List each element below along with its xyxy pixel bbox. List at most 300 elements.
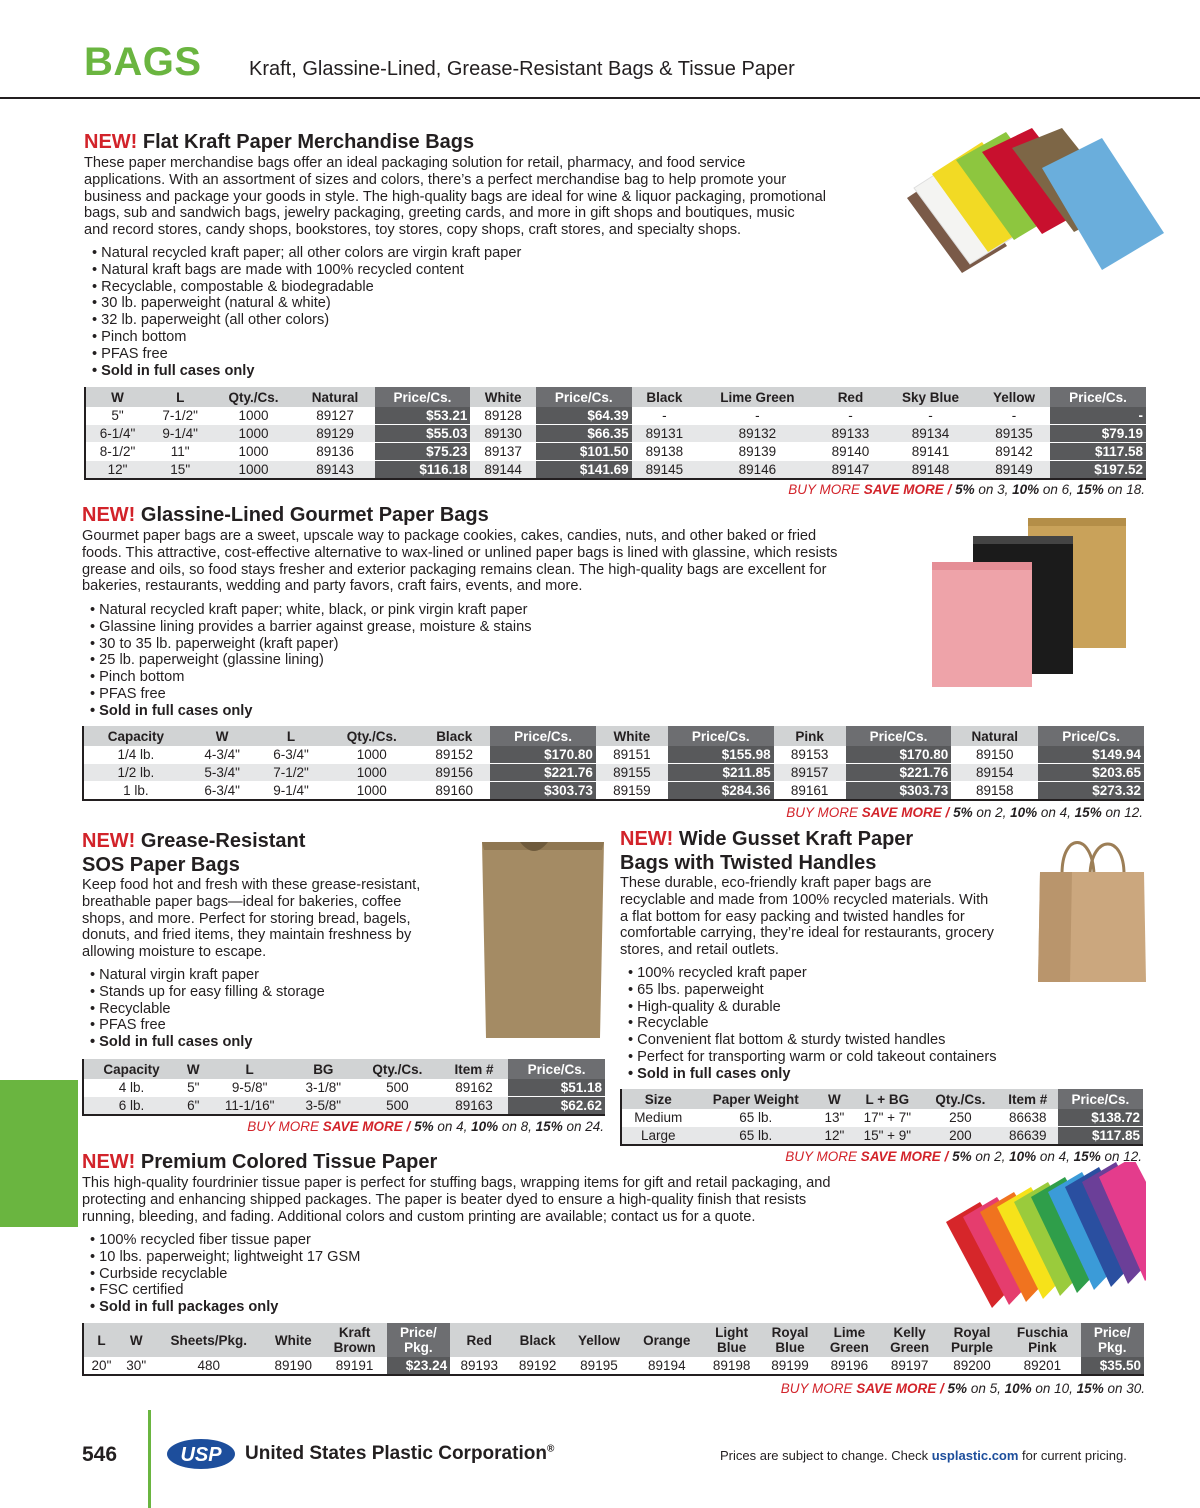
description-line: Gourmet paper bags are a sweet, upscale way to package cookies, cakes, candies, nuts, and other baked or fried (82, 528, 817, 544)
feature-item: • PFAS free (90, 1017, 325, 1034)
section-title-wide-gusset (620, 827, 913, 875)
table-cell: $197.52 (1050, 461, 1146, 480)
feature-item: • FSC certified (90, 1282, 360, 1299)
table-cell: 89149 (978, 461, 1050, 480)
discount-text-part: on 4, (433, 1119, 472, 1134)
discount-text-part: SAVE MORE / (322, 1119, 415, 1134)
description-line: stores, and retail outlets. (620, 942, 779, 959)
table-cell: 17" + 7" (852, 1109, 923, 1127)
discount-text-part: BUY MORE (788, 482, 864, 497)
feature-item-bold: • Sold in full cases only (90, 703, 532, 720)
table-cell: - (697, 407, 818, 425)
description-line: allowing moisture to escape. (82, 944, 267, 961)
table-cell: 15" (149, 461, 211, 480)
column-header-line: Yellow (577, 1332, 620, 1348)
feature-item: • Recyclable (628, 1015, 997, 1032)
table-cell: 89137 (470, 443, 535, 461)
column-header (819, 1323, 879, 1357)
discount-text-part: on 10, (1031, 1381, 1077, 1396)
table-cell: 89147 (818, 461, 883, 480)
section-title-sos (82, 829, 305, 877)
table-cell: 9-1/4" (149, 425, 211, 443)
discount-text-part: BUY MORE (780, 1381, 857, 1396)
description-line: shops, and more. Perfect for storing bread, bagels, (82, 910, 411, 927)
column-header-line: Pkg. (404, 1340, 433, 1355)
discount-text-part: BUY MORE (786, 805, 862, 820)
column-header: L + BG (852, 1089, 923, 1109)
table-cell: 89196 (819, 1357, 879, 1375)
column-header: Size (621, 1089, 694, 1109)
discount-text-part: 10% (1009, 1149, 1037, 1164)
category-subtitle: Kraft, Glassine-Lined, Grease-Resistant Bags & Tissue Paper (249, 58, 795, 80)
discount-text-part: 10% (1012, 482, 1040, 497)
table-cell: 89157 (774, 764, 846, 782)
table-cell: 89130 (470, 425, 535, 443)
column-header: Qty./Cs. (355, 1059, 440, 1079)
table-cell: 200 (923, 1127, 998, 1146)
section-title-glassine (82, 503, 489, 527)
table-cell: $138.72 (1058, 1109, 1143, 1127)
table-cell: 89200 (940, 1357, 1004, 1375)
table-cell: $221.76 (490, 764, 596, 782)
description-line: and record stores, candy shops, bookstores, toy stores, copy shops, craft stores, and specialty shops. (84, 222, 742, 239)
column-header (154, 1323, 265, 1357)
column-header-line: W (129, 1332, 143, 1348)
table-cell: 9-5/8" (207, 1079, 291, 1097)
column-header (322, 1323, 386, 1357)
table-cell: 89161 (774, 782, 846, 801)
volume-discount-note (600, 805, 1143, 820)
table-cell: $62.62 (508, 1097, 605, 1116)
table-cell: 89129 (296, 425, 375, 443)
table-cell: 1000 (325, 764, 418, 782)
volume-discount-note (600, 482, 1145, 497)
category-title: BAGS (84, 40, 202, 84)
table-cell: 500 (355, 1097, 440, 1116)
column-header (880, 1323, 940, 1357)
description-line: Keep food hot and fresh with these grease-resistant, (82, 877, 421, 893)
feature-item: • 100% recycled kraft paper (628, 965, 997, 982)
discount-text-part: on 2, (971, 1149, 1010, 1164)
table-cell: 89160 (418, 782, 490, 801)
table-row (83, 1097, 605, 1116)
column-header: Red (818, 387, 883, 407)
discount-text-part: on 12. (1101, 805, 1143, 820)
discount-text-part: on 24. (562, 1119, 604, 1134)
discount-text-part: 5% (414, 1119, 434, 1134)
table-cell: 89195 (567, 1357, 631, 1375)
column-header: Capacity (83, 726, 188, 746)
feature-item: • PFAS free (90, 686, 532, 703)
product-table-flat-kraft (84, 387, 1146, 480)
description-line: These durable, eco-friendly kraft paper bags are (620, 875, 932, 891)
table-cell: $35.50 (1081, 1357, 1144, 1375)
column-header: Qty./Cs. (211, 387, 295, 407)
column-header (1081, 1323, 1144, 1357)
table-cell: 1000 (325, 782, 418, 801)
table-cell: 89155 (596, 764, 668, 782)
table-cell: $75.23 (375, 443, 471, 461)
new-badge: NEW! (82, 504, 136, 526)
column-header: BG (292, 1059, 355, 1079)
column-header-line: Price/ (1093, 1325, 1131, 1340)
description-line: applications. With an assortment of sizes and colors, there’s a perfect merchandise bag to help promote your (84, 171, 787, 188)
column-header: Natural (951, 726, 1038, 746)
table-row (85, 461, 1146, 480)
table-cell: $303.73 (846, 782, 952, 801)
table-cell: 89139 (697, 443, 818, 461)
column-header (450, 1323, 508, 1357)
table-cell: $155.98 (668, 746, 774, 764)
description-line: foods. This attractive, cost-effective alternative to wax-lined or unlined paper bags is lined with glassine, which resists (82, 544, 838, 561)
column-header: Black (418, 726, 490, 746)
section-description (82, 877, 472, 961)
discount-text-part: on 3, (974, 482, 1013, 497)
feature-item: • Recyclable (90, 1001, 325, 1018)
table-cell: 89159 (596, 782, 668, 801)
column-header-line: Sheets/Pkg. (170, 1332, 248, 1348)
table-cell: $203.65 (1038, 764, 1144, 782)
table-cell: Large (621, 1127, 694, 1146)
table-cell: 4 lb. (83, 1079, 179, 1097)
description-line: protecting and enhancing shipped packages. The paper is beater dyed to ensure a high-quality finish that resists (82, 1191, 807, 1208)
product-table-tissue (82, 1323, 1144, 1376)
table-cell: 89193 (450, 1357, 508, 1375)
table-cell: $116.18 (375, 461, 471, 480)
feature-item: • Pinch bottom (90, 669, 532, 686)
description-line: comfortable carrying, they’re ideal for restaurants, grocery (620, 925, 994, 942)
table-cell: 6-1/4" (85, 425, 149, 443)
table-cell: $303.73 (490, 782, 596, 801)
table-cell: 20" (83, 1357, 119, 1375)
table-cell: 13" (817, 1109, 851, 1127)
table-cell: 89198 (702, 1357, 760, 1375)
column-header-line: Blue (775, 1340, 805, 1355)
table-row (621, 1109, 1143, 1127)
website-link[interactable]: usplastic.com (931, 1448, 1019, 1463)
discount-text-part: 5% (955, 482, 975, 497)
table-cell: 89190 (264, 1357, 322, 1375)
column-header: Natural (296, 387, 375, 407)
column-header: Price/Cs. (1050, 387, 1146, 407)
discount-text-part: BUY MORE (785, 1149, 861, 1164)
table-cell: 89158 (951, 782, 1038, 801)
table-cell: 89148 (883, 461, 978, 480)
description-line: grease and oils, so food stays fresher and exterior packaging remains clean. The high-quality bags are excellent for (82, 561, 827, 578)
pricing-note: Prices are subject to change. Check usplastic.com for current pricing. (720, 1448, 1127, 1463)
table-cell: 89162 (440, 1079, 508, 1097)
table-cell: 11-1/16" (207, 1097, 291, 1116)
table-cell: 6-3/4" (257, 746, 326, 764)
table-cell: 89191 (322, 1357, 386, 1375)
feature-item: • 100% recycled fiber tissue paper (90, 1232, 360, 1249)
table-cell: 1000 (325, 746, 418, 764)
product-table-glassine (82, 726, 1144, 801)
table-cell: $64.39 (536, 407, 632, 425)
page-number: 546 (82, 1443, 118, 1466)
feature-item: • Natural virgin kraft paper (90, 967, 325, 984)
discount-text-part: BUY MORE (247, 1119, 323, 1134)
column-header (761, 1323, 819, 1357)
column-header: Qty./Cs. (325, 726, 418, 746)
company-name: United States Plastic Corporation® (245, 1443, 555, 1464)
discount-text-part: on 2, (972, 805, 1011, 820)
table-cell: 89144 (470, 461, 535, 480)
feature-item-bold: • Sold in full packages only (90, 1299, 360, 1316)
feature-item: • 10 lbs. paperweight; lightweight 17 GSM (90, 1249, 360, 1266)
feature-list (90, 1232, 360, 1316)
colored-merchandise-bags-image (902, 128, 1174, 273)
discount-text-part: 15% (1076, 1381, 1104, 1396)
section-title-text: Grease-Resistant (140, 830, 306, 852)
feature-item: • Pinch bottom (92, 329, 521, 346)
table-cell: $284.36 (668, 782, 774, 801)
discount-text-part: SAVE MORE / (860, 1149, 953, 1164)
usp-logo (165, 1437, 237, 1471)
section-title-text: Glassine-Lined Gourmet Paper Bags (140, 504, 489, 526)
description-line: This high-quality fourdrinier tissue paper is perfect for stuffing bags, wrapping items for gift and retail packaging, and (82, 1175, 831, 1191)
section-title-text: Premium Colored Tissue Paper (140, 1151, 438, 1173)
table-cell: - (978, 407, 1050, 425)
table-cell: 250 (923, 1109, 998, 1127)
discount-text-part: on 30. (1103, 1381, 1145, 1396)
column-header: L (149, 387, 211, 407)
feature-item: • 30 to 35 lb. paperweight (kraft paper) (90, 636, 532, 653)
table-cell: 12" (817, 1127, 851, 1146)
svg-text:USP: USP (180, 1444, 222, 1466)
column-header-line: L (97, 1332, 106, 1348)
feature-item: • High-quality & durable (628, 999, 997, 1016)
table-cell: 89197 (880, 1357, 940, 1375)
table-cell: 89134 (883, 425, 978, 443)
table-cell: 89152 (418, 746, 490, 764)
column-header-line: Blue (717, 1340, 747, 1355)
product-table-wide-gusset (620, 1089, 1143, 1146)
table-row (621, 1127, 1143, 1146)
column-header: Pink (774, 726, 846, 746)
column-header (119, 1323, 154, 1357)
column-header: Lime Green (697, 387, 818, 407)
section-title-flat-kraft (84, 130, 474, 154)
feature-item: • PFAS free (92, 346, 521, 363)
table-cell: Medium (621, 1109, 694, 1127)
column-header: Black (632, 387, 697, 407)
feature-list (90, 602, 532, 720)
column-header: W (188, 726, 257, 746)
table-cell: 89142 (978, 443, 1050, 461)
discount-text-part: 15% (535, 1119, 563, 1134)
section-title-text: Wide Gusset Kraft Paper (678, 828, 914, 850)
colored-tissue-paper-image (936, 1162, 1146, 1312)
discount-text-part: 5% (953, 805, 973, 820)
column-header-line: Kraft (338, 1325, 371, 1340)
table-cell: 1 lb. (83, 782, 188, 801)
column-header-line: Pkg. (1098, 1340, 1127, 1355)
column-header: Price/Cs. (1058, 1089, 1143, 1109)
table-cell: 89151 (596, 746, 668, 764)
section-tab (0, 1080, 78, 1227)
column-header: White (470, 387, 535, 407)
section-title-text-line2: Bags with Twisted Handles (620, 852, 877, 874)
table-cell: $117.58 (1050, 443, 1146, 461)
table-row (83, 746, 1144, 764)
table-cell: 3-1/8" (292, 1079, 355, 1097)
feature-item: • Natural recycled kraft paper; white, black, or pink virgin kraft paper (90, 602, 532, 619)
column-header (508, 1323, 566, 1357)
column-header: Price/Cs. (375, 387, 471, 407)
feature-item: • 32 lb. paperweight (all other colors) (92, 312, 521, 329)
table-cell: 89199 (761, 1357, 819, 1375)
table-cell: $117.85 (1058, 1127, 1143, 1146)
column-header (702, 1323, 760, 1357)
table-cell: 6" (179, 1097, 207, 1116)
table-cell: 86639 (998, 1127, 1058, 1146)
feature-item-bold: • Sold in full cases only (92, 363, 521, 380)
table-cell: 1000 (211, 461, 295, 480)
table-cell: 65 lb. (694, 1127, 817, 1146)
table-cell: $170.80 (846, 746, 952, 764)
table-cell: - (818, 407, 883, 425)
discount-text-part: on 4, (1036, 1149, 1074, 1164)
column-header: W (85, 387, 149, 407)
table-cell: $55.03 (375, 425, 471, 443)
new-badge: NEW! (82, 1151, 136, 1173)
table-cell: 89127 (296, 407, 375, 425)
table-cell: $51.18 (508, 1079, 605, 1097)
column-header: W (817, 1089, 851, 1109)
table-cell: 89192 (508, 1357, 566, 1375)
description-line: These paper merchandise bags offer an ideal packaging solution for retail, pharmacy, and food service (84, 155, 746, 171)
table-cell: $221.76 (846, 764, 952, 782)
table-cell: 1000 (211, 407, 295, 425)
description-line: donuts, and fried items, they maintain freshness by (82, 927, 412, 944)
discount-text-part: 5% (947, 1381, 968, 1396)
feature-list (628, 965, 997, 1083)
column-header-line: Royal (953, 1325, 991, 1340)
description-line: a flat bottom for easy packing and twisted handles for (620, 908, 965, 925)
table-cell: 89133 (818, 425, 883, 443)
table-cell: 89132 (697, 425, 818, 443)
description-line: breathable paper bags—ideal for bakeries, coffee (82, 893, 402, 910)
table-cell: - (1050, 407, 1146, 425)
feature-list (90, 967, 325, 1051)
table-cell: $211.85 (668, 764, 774, 782)
table-cell: $79.19 (1050, 425, 1146, 443)
discount-text-part: SAVE MORE / (863, 482, 956, 497)
column-header: Capacity (83, 1059, 179, 1079)
table-cell: 6 lb. (83, 1097, 179, 1116)
table-cell: 89154 (951, 764, 1038, 782)
column-header: L (207, 1059, 291, 1079)
column-header-line: Orange (643, 1332, 691, 1348)
table-cell: $170.80 (490, 746, 596, 764)
column-header: Price/Cs. (508, 1059, 605, 1079)
column-header (83, 1323, 119, 1357)
table-cell: 15" + 9" (852, 1127, 923, 1146)
footer-rule (148, 1410, 151, 1508)
glassine-gourmet-bags-image (928, 514, 1138, 689)
feature-item: • 65 lbs. paperweight (628, 982, 997, 999)
section-description (620, 875, 1040, 959)
column-header: L (257, 726, 326, 746)
table-cell: $149.94 (1038, 746, 1144, 764)
table-cell: $66.35 (536, 425, 632, 443)
discount-text-part: on 5, (967, 1381, 1005, 1396)
table-cell: 89145 (632, 461, 697, 480)
description-line: bags, sub and sandwich bags, jewelry packaging, greeting cards, and more in gift shops and boutiques, music (84, 205, 795, 222)
table-cell: 8-1/2" (85, 443, 149, 461)
column-header: Price/Cs. (668, 726, 774, 746)
column-header-line: Red (466, 1332, 493, 1348)
table-cell: 89146 (697, 461, 818, 480)
column-header-line: Black (519, 1332, 556, 1348)
feature-item-bold: • Sold in full cases only (628, 1066, 997, 1083)
twisted-handle-bag-image (1032, 832, 1152, 987)
feature-item: • Natural recycled kraft paper; all other colors are virgin kraft paper (92, 245, 521, 262)
description-line: running, bleeding, and fading. Additional colors and custom printing are available; contact us for a quote. (82, 1208, 756, 1225)
header-rule (0, 97, 1200, 99)
column-header (1004, 1323, 1080, 1357)
table-cell: 4-3/4" (188, 746, 257, 764)
feature-item: • Natural kraft bags are made with 100% recycled content (92, 262, 521, 279)
discount-text-part: 15% (1076, 482, 1104, 497)
section-description (82, 528, 932, 595)
table-cell: 89136 (296, 443, 375, 461)
table-cell: 5" (179, 1079, 207, 1097)
column-header: Qty./Cs. (923, 1089, 998, 1109)
column-header: Yellow (978, 387, 1050, 407)
column-header: Price/Cs. (490, 726, 596, 746)
table-row (83, 782, 1144, 801)
column-header-line: Royal (771, 1325, 809, 1340)
description-line: recyclable and made from 100% recycled materials. With (620, 891, 989, 908)
table-cell: 89138 (632, 443, 697, 461)
section-title-text-line2: SOS Paper Bags (82, 854, 240, 876)
table-cell: 1000 (211, 425, 295, 443)
discount-text-part: 10% (1010, 805, 1038, 820)
table-cell: 3-5/8" (292, 1097, 355, 1116)
table-cell: 5" (85, 407, 149, 425)
table-cell: 6-3/4" (188, 782, 257, 801)
description-line: business and package your goods in style. The high-quality bags are ideal for wine & liquor packaging, promotional (84, 188, 827, 205)
table-cell: 89128 (470, 407, 535, 425)
column-header (940, 1323, 1004, 1357)
column-header: Item # (998, 1089, 1058, 1109)
table-cell: 65 lb. (694, 1109, 817, 1127)
table-cell: 5-3/4" (188, 764, 257, 782)
table-cell: 86638 (998, 1109, 1058, 1127)
table-cell: $101.50 (536, 443, 632, 461)
table-cell: $23.24 (387, 1357, 450, 1375)
table-cell: - (883, 407, 978, 425)
table-cell: 89201 (1004, 1357, 1080, 1375)
table-cell: 7-1/2" (257, 764, 326, 782)
column-header-line: Brown (333, 1340, 376, 1355)
discount-text-part: 15% (1073, 1149, 1101, 1164)
sos-paper-bag-image (476, 832, 611, 1044)
column-header-line: Kelly (893, 1325, 926, 1340)
table-cell: 12" (85, 461, 149, 480)
column-header (264, 1323, 322, 1357)
table-row (83, 1079, 605, 1097)
table-row (83, 764, 1144, 782)
table-cell: 89143 (296, 461, 375, 480)
description-line: bakeries, restaurants, wedding and party favors, craft fairs, events, and more. (82, 578, 583, 595)
new-badge: NEW! (620, 828, 674, 850)
feature-item: • Convenient flat bottom & sturdy twisted handles (628, 1032, 997, 1049)
discount-text-part: SAVE MORE / (856, 1381, 948, 1396)
discount-text-part: on 4, (1037, 805, 1075, 820)
